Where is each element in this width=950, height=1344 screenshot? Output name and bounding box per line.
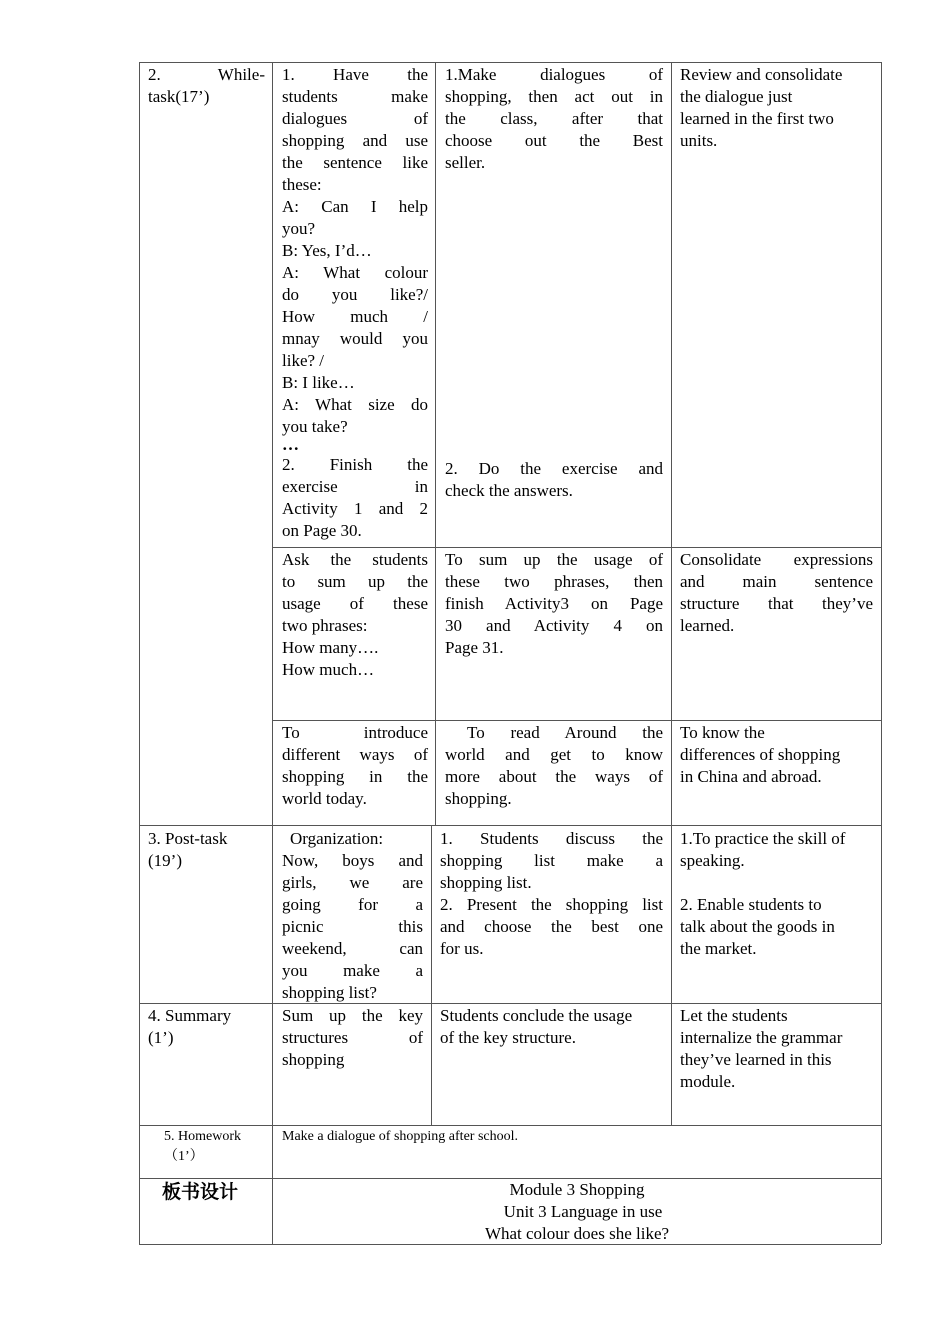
- text-line: Let the students: [680, 1006, 788, 1025]
- table-rule: [671, 62, 672, 1125]
- teacher-activity-phrases: [282, 549, 428, 681]
- teacher-activity-introduce: [282, 722, 428, 810]
- student-activity-shopping-list: [440, 828, 663, 960]
- text-line: shopping list?: [282, 983, 377, 1002]
- student-activity-dialogues: [445, 64, 663, 174]
- text-line: the class, after that: [445, 109, 663, 128]
- text-line: more about the ways of: [445, 767, 663, 786]
- text-line: exercise in: [282, 477, 428, 496]
- teacher-activity-summary: [282, 1005, 423, 1071]
- text-line: dialogues of: [282, 109, 428, 128]
- text-line: learned.: [680, 616, 735, 635]
- table-rule: [435, 62, 436, 825]
- text-line: you take?: [282, 417, 348, 436]
- purpose-internalize: [680, 1005, 875, 1093]
- text-line: shopping: [282, 1050, 345, 1069]
- spacer: [680, 872, 875, 894]
- text-line: learned in the first two: [680, 109, 834, 128]
- text-line: Activity 1 and 2: [282, 499, 428, 518]
- text-line: for us.: [440, 939, 484, 958]
- text-line: 1. Have the: [282, 65, 428, 84]
- text-line: check the answers.: [445, 481, 573, 500]
- text-line: going for a: [282, 895, 423, 914]
- text-line: to sum up the: [282, 572, 428, 591]
- text-line: talk about the goods in: [680, 917, 835, 936]
- table-rule: [139, 1003, 881, 1004]
- text-line: the sentence like: [282, 153, 428, 172]
- text-line: internalize the grammar: [680, 1028, 843, 1047]
- text-line: Ask the students: [282, 550, 428, 569]
- text-line: picnic this: [282, 917, 423, 936]
- purpose-consolidate: [680, 549, 873, 637]
- text-line: 2. Finish the: [282, 455, 428, 474]
- table-rule: [272, 720, 881, 721]
- table-rule: [431, 825, 432, 1125]
- stage-post-task: [148, 828, 265, 872]
- text-line: To sum up the usage of: [445, 550, 663, 569]
- text-line: mnay would you: [282, 329, 428, 348]
- text-line: To read Around the: [467, 723, 663, 742]
- text-line: Module 3 Shopping: [509, 1180, 645, 1199]
- student-activity-exercise: [445, 458, 663, 502]
- board-design-content: [273, 1179, 881, 1245]
- text-line: A: Can I help: [282, 197, 428, 216]
- text-line: structure that they’ve: [680, 594, 873, 613]
- table-rule: [139, 1125, 881, 1126]
- text-line: of the key structure.: [440, 1028, 576, 1047]
- text-line: Sum up the key: [282, 1006, 423, 1025]
- text-line: and main sentence: [680, 572, 873, 591]
- text-line: units.: [680, 131, 718, 150]
- stage-line: 3. Post-task: [148, 829, 228, 848]
- text-line: weekend, can: [282, 939, 423, 958]
- text-line: Now, boys and: [282, 851, 423, 870]
- text-line: Page 31.: [445, 638, 504, 657]
- table-rule: [272, 62, 273, 1244]
- text-line: girls, we are: [282, 873, 423, 892]
- text-line: shopping list make a: [440, 851, 663, 870]
- text-line: different ways of: [282, 745, 428, 764]
- text-line: 1.Make dialogues of: [445, 65, 663, 84]
- stage-line: 2. While-: [148, 65, 265, 84]
- teacher-activity-organization: [282, 828, 423, 1004]
- purpose-review: [680, 64, 875, 152]
- purpose-know-differences: [680, 722, 875, 788]
- text-line: do you like?/: [282, 285, 428, 304]
- text-line: How much…: [282, 660, 375, 679]
- homework-content: [282, 1127, 872, 1147]
- text-line: the market.: [680, 939, 757, 958]
- stage-while-task: [148, 64, 265, 108]
- text-line: How much /: [282, 307, 428, 326]
- stage-summary: [148, 1005, 265, 1049]
- text-line: Organization:: [290, 829, 384, 848]
- stage-line: 4. Summary: [148, 1006, 232, 1025]
- text-line: B: Yes, I’d…: [282, 241, 372, 260]
- text-line: To introduce: [282, 723, 428, 742]
- student-activity-phrases: [445, 549, 663, 659]
- table-rule: [139, 62, 140, 1244]
- board-design-label: [162, 1181, 262, 1203]
- text-line: A: What colour: [282, 263, 428, 282]
- text-line: they’ve learned in this: [680, 1050, 832, 1069]
- text-line: 30 and Activity 4 on: [445, 616, 663, 635]
- text-line: A: What size do: [282, 395, 428, 414]
- text-line: B: I like…: [282, 373, 355, 392]
- stage-line: （1’）: [164, 1149, 204, 1164]
- text-line: Consolidate expressions: [680, 550, 873, 569]
- text-line: finish Activity3 on Page: [445, 594, 663, 613]
- text-line: How many….: [282, 638, 379, 657]
- text-line: 板书设计: [162, 1181, 239, 1203]
- text-line: two phrases:: [282, 616, 368, 635]
- text-line: What colour does she like?: [484, 1224, 670, 1243]
- text-line: speaking.: [680, 851, 745, 870]
- student-activity-summary: [440, 1005, 665, 1049]
- table-rule: [272, 547, 881, 548]
- text-line: in China and abroad.: [680, 767, 822, 786]
- teacher-activity-dialogues: [282, 64, 428, 542]
- text-line: 1. Students discuss the: [440, 829, 663, 848]
- text-line: like? /: [282, 351, 325, 370]
- stage-line: task(17’): [148, 87, 210, 106]
- text-line: differences of shopping: [680, 745, 841, 764]
- text-line: Make a dialogue of shopping after school.: [282, 1129, 518, 1144]
- text-line: To know the: [680, 723, 765, 742]
- text-line: 2. Enable students to: [680, 895, 822, 914]
- text-line: usage of these: [282, 594, 428, 613]
- table-rule: [881, 62, 882, 1244]
- text-line: on Page 30.: [282, 521, 362, 540]
- purpose-practice-speaking: [680, 828, 875, 960]
- text-line: Review and consolidate: [680, 65, 843, 84]
- text-line: these two phrases, then: [445, 572, 663, 591]
- text-line: module.: [680, 1072, 736, 1091]
- text-line: 2. Present the shopping list: [440, 895, 663, 914]
- stage-line: 5. Homework: [164, 1129, 241, 1144]
- text-line: shopping in the: [282, 767, 428, 786]
- stage-line: (1’): [148, 1028, 174, 1047]
- text-line: world today.: [282, 789, 367, 808]
- text-line: the dialogue just: [680, 87, 793, 106]
- table-rule: [139, 62, 881, 63]
- text-line: 2. Do the exercise and: [445, 459, 663, 478]
- text-line: students make: [282, 87, 428, 106]
- text-line: seller.: [445, 153, 486, 172]
- text-line: shopping and use: [282, 131, 428, 150]
- stage-homework: [164, 1127, 270, 1167]
- text-line: and choose the best one: [440, 917, 663, 936]
- text-line: world and get to know: [445, 745, 663, 764]
- text-line: shopping list.: [440, 873, 532, 892]
- text-line: you make a: [282, 961, 423, 980]
- text-line: …: [282, 435, 299, 454]
- text-line: Unit 3 Language in use: [503, 1202, 663, 1221]
- text-line: 1.To practice the skill of: [680, 829, 846, 848]
- table-rule: [139, 825, 881, 826]
- text-line: Students conclude the usage: [440, 1006, 633, 1025]
- text-line: shopping, then act out in: [445, 87, 663, 106]
- text-line: you?: [282, 219, 316, 238]
- text-line: choose out the Best: [445, 131, 663, 150]
- text-line: these:: [282, 175, 322, 194]
- text-line: structures of: [282, 1028, 423, 1047]
- text-line: shopping.: [445, 789, 512, 808]
- student-activity-read: [445, 722, 663, 810]
- stage-line: (19’): [148, 851, 182, 870]
